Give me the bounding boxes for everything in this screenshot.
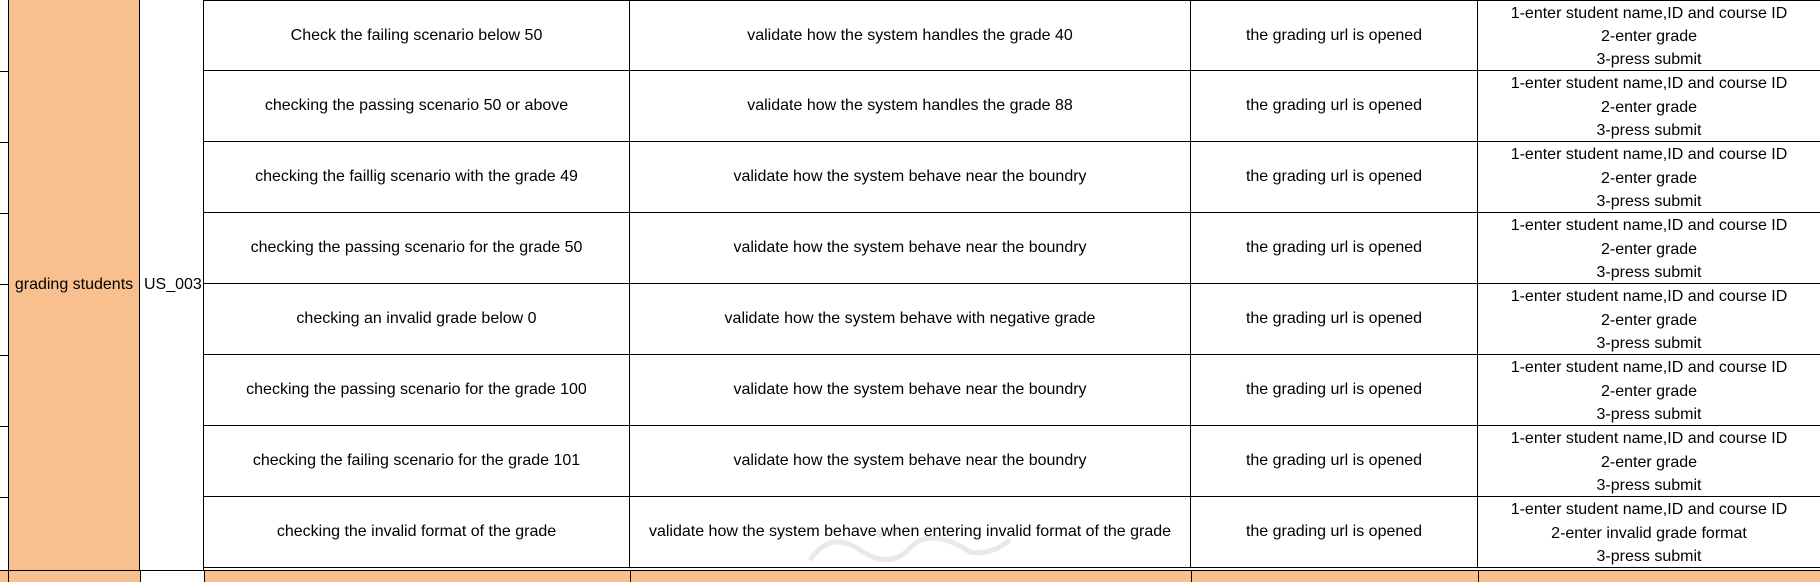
table-row (204, 0, 1820, 71)
steps-cell[interactable] (1478, 284, 1820, 354)
test-description-cell[interactable]: validate how the system handles the grade 40 (630, 1, 1191, 70)
precondition-cell[interactable]: the grading url is opened (1191, 1, 1478, 70)
table-row (204, 355, 1820, 426)
step-3: 3-press submit (1596, 193, 1702, 210)
precondition-cell[interactable]: the grading url is opened (1191, 284, 1478, 354)
step-3: 3-press submit (1596, 335, 1702, 352)
step-1: 1-enter student name,ID and course ID (1510, 5, 1788, 22)
stub-divider (0, 355, 8, 356)
step-1: 1-enter student name,ID and course ID (1510, 75, 1788, 92)
test-description-cell[interactable]: validate how the system handles the grade 88 (630, 71, 1191, 141)
table-row (204, 284, 1820, 355)
precondition-cell[interactable]: the grading url is opened (1191, 355, 1478, 425)
step-3: 3-press submit (1596, 51, 1702, 68)
band-divider (630, 571, 631, 582)
step-2: 2-enter grade (1600, 28, 1698, 45)
steps-cell[interactable] (1478, 426, 1820, 496)
precondition-cell[interactable]: the grading url is opened (1191, 426, 1478, 496)
step-2: 2-enter grade (1600, 453, 1698, 471)
test-title-cell[interactable]: checking the passing scenario for the grade 50 (204, 213, 630, 283)
precondition-cell[interactable]: the grading url is opened (1191, 71, 1478, 141)
table-row (204, 71, 1820, 142)
step-2: 2-enter grade (1600, 382, 1698, 400)
step-3: 3-press submit (1596, 477, 1702, 494)
step-3: 3-press submit (1596, 406, 1702, 423)
step-1: 1-enter student name,ID and course ID (1510, 288, 1788, 305)
test-case-rows (204, 0, 1820, 568)
steps-cell[interactable] (1478, 497, 1820, 567)
stub-divider (0, 426, 8, 427)
steps-cell[interactable] (1478, 213, 1820, 283)
band-divider (204, 571, 205, 582)
steps-cell[interactable] (1478, 355, 1820, 425)
test-title-cell[interactable]: checking the faillig scenario with the grade 49 (204, 142, 630, 212)
step-2: 2-enter invalid grade format (1551, 524, 1747, 542)
stub-divider (0, 284, 8, 285)
test-description-cell[interactable]: validate how the system behave near the boundry (630, 213, 1191, 283)
watermark-logo-icon (800, 520, 1020, 570)
feature-cell[interactable] (8, 0, 140, 570)
stub-divider (0, 497, 8, 498)
step-2: 2-enter grade (1600, 311, 1698, 329)
test-title-cell[interactable]: checking the passing scenario for the grade 100 (204, 355, 630, 425)
step-2: 2-enter grade (1600, 169, 1698, 187)
test-title-cell[interactable]: Check the failing scenario below 50 (204, 1, 630, 70)
table-row (204, 142, 1820, 213)
precondition-cell[interactable]: the grading url is opened (1191, 213, 1478, 283)
steps-cell[interactable] (1478, 142, 1820, 212)
test-description-cell[interactable]: validate how the system behave near the boundry (630, 355, 1191, 425)
step-1: 1-enter student name,ID and course ID (1510, 217, 1788, 234)
test-title-cell[interactable]: checking an invalid grade below 0 (204, 284, 630, 354)
step-2: 2-enter grade (1600, 98, 1698, 116)
step-3: 3-press submit (1596, 122, 1702, 139)
story-id-label: US_003 (144, 276, 202, 293)
next-row-band (0, 570, 1820, 582)
step-1: 1-enter student name,ID and course ID (1510, 146, 1788, 163)
test-title-cell[interactable]: checking the passing scenario 50 or above (204, 71, 630, 141)
stub-divider (0, 142, 8, 143)
step-1: 1-enter student name,ID and course ID (1510, 430, 1788, 447)
step-3: 3-press submit (1596, 264, 1702, 281)
step-1: 1-enter student name,ID and course ID (1510, 501, 1788, 518)
left-stub-column (0, 0, 8, 582)
feature-label: grading students (14, 276, 134, 293)
table-row (204, 213, 1820, 284)
stub-divider (0, 213, 8, 214)
test-description-cell[interactable]: validate how the system behave near the boundry (630, 142, 1191, 212)
story-id-cell[interactable] (140, 0, 204, 570)
test-description-cell[interactable]: validate how the system behave when entering invalid format of the grade (630, 497, 1191, 567)
step-3: 3-press submit (1596, 548, 1702, 565)
test-description-cell[interactable]: validate how the system behave with negative grade (630, 284, 1191, 354)
precondition-cell[interactable]: the grading url is opened (1191, 497, 1478, 567)
band-divider (140, 571, 141, 582)
test-title-cell[interactable]: checking the invalid format of the grade (204, 497, 630, 567)
next-row-white-cell (140, 571, 204, 582)
steps-cell[interactable] (1478, 71, 1820, 141)
step-2: 2-enter grade (1600, 240, 1698, 258)
band-divider (1191, 571, 1192, 582)
test-title-cell[interactable]: checking the failing scenario for the grade 101 (204, 426, 630, 496)
steps-cell[interactable] (1478, 1, 1820, 70)
test-description-cell[interactable]: validate how the system behave near the boundry (630, 426, 1191, 496)
stub-divider (0, 71, 8, 72)
table-row (204, 426, 1820, 497)
step-1: 1-enter student name,ID and course ID (1510, 359, 1788, 376)
precondition-cell[interactable]: the grading url is opened (1191, 142, 1478, 212)
band-divider (1478, 571, 1479, 582)
band-divider (8, 571, 9, 582)
